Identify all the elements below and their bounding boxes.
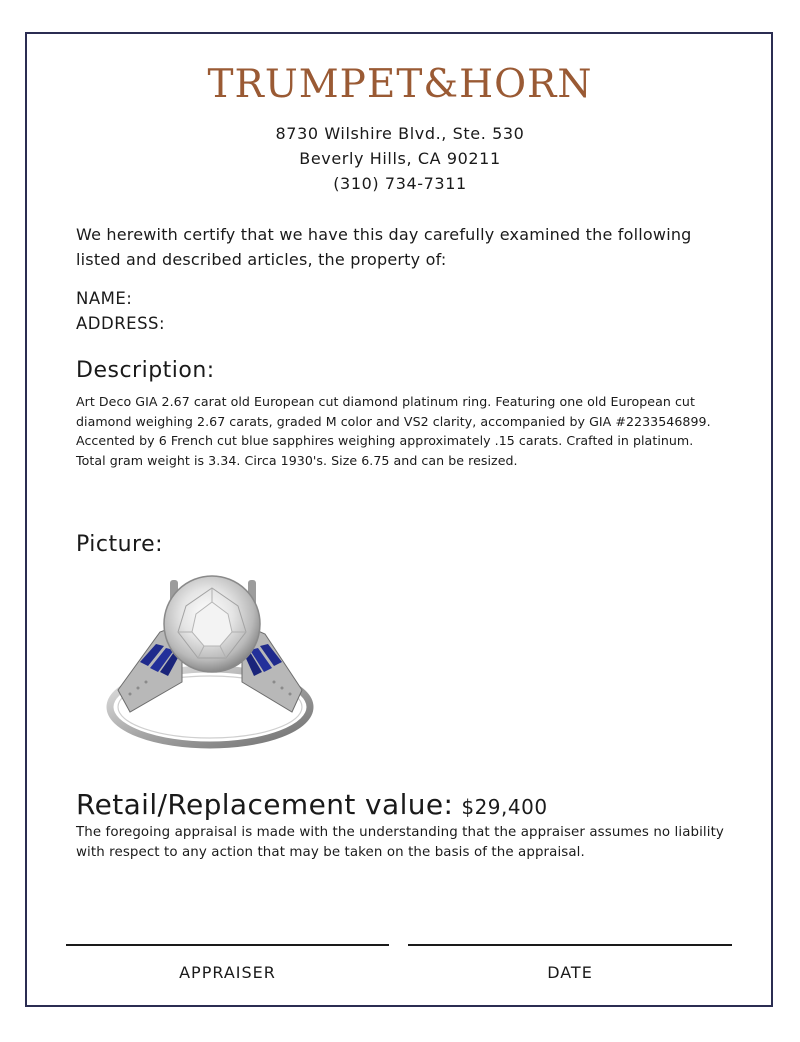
phone-number: (310) 734-7311 <box>333 174 467 193</box>
address-label: ADDRESS: <box>76 314 166 333</box>
description-text: Art Deco GIA 2.67 carat old European cut diamond platinum ring. Featuring one old European cut diamond weighing 2.67 carats, graded M color and VS2 clarity, accompanied by GIA #2233546899. Accented by 6 French cut blue sapphires weighing approximately .15 carats. Crafted in platinum. Total gram weight is 3.34. Circa 1930's. Size 6.75 and can be resized. <box>76 394 711 468</box>
brand-logo: TRUMPET&HORN <box>207 62 593 107</box>
appraisal-disclaimer: The foregoing appraisal is made with the understanding that the appraiser assumes no liability with respect to any action that may be taken on the basis of the appraisal. <box>76 825 724 860</box>
name-label: NAME: <box>76 289 133 308</box>
retail-value-label: Retail/Replacement value: <box>76 788 454 821</box>
address-line-2: Beverly Hills, CA 90211 <box>299 149 501 168</box>
appraiser-signature-line <box>66 944 389 946</box>
date-signature-line <box>408 944 732 946</box>
description-heading: Description: <box>76 358 215 383</box>
picture-heading: Picture: <box>76 532 164 557</box>
appraiser-label: APPRAISER <box>179 963 276 982</box>
ring-image <box>100 562 325 757</box>
date-label: DATE <box>547 963 593 982</box>
certification-intro: We herewith certify that we have this day carefully examined the following listed and described articles, the property of: <box>76 225 692 269</box>
retail-value-row <box>76 788 548 821</box>
address-line-1: 8730 Wilshire Blvd., Ste. 530 <box>275 124 525 143</box>
retail-value-amount: $29,400 <box>461 795 548 819</box>
